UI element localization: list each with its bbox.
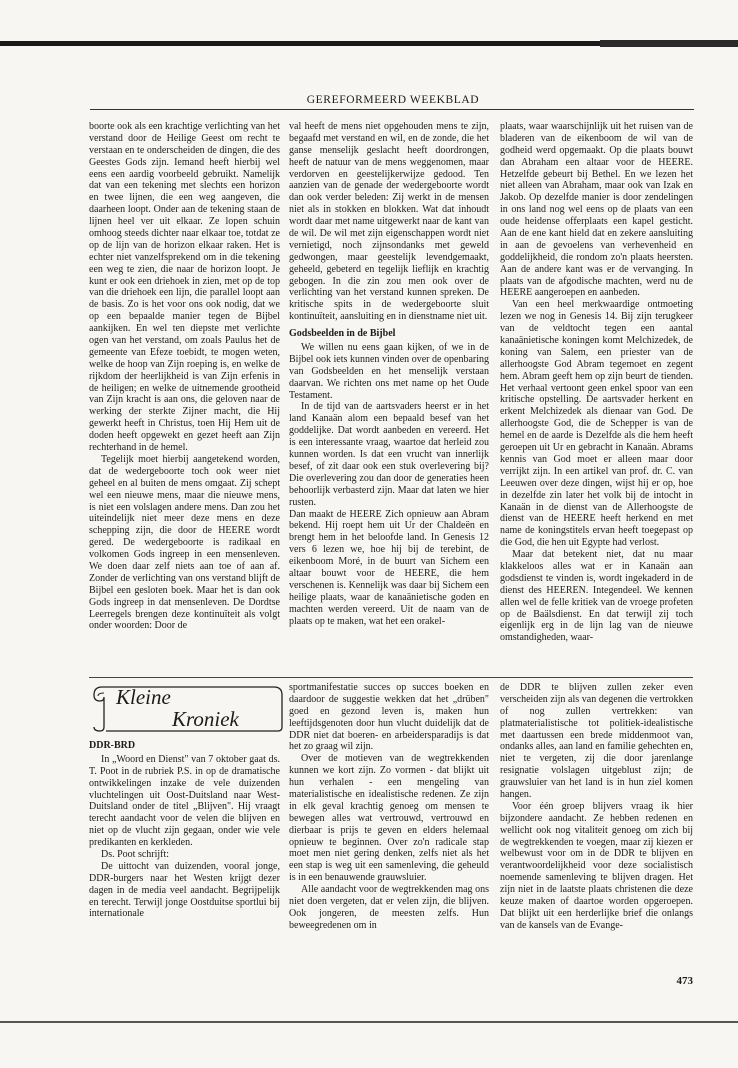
article-column-3	[500, 121, 693, 673]
article-column-1	[89, 121, 280, 673]
banner-title-line-1: Kleine	[116, 685, 171, 709]
kroniek-column-3	[500, 682, 693, 967]
kroniek-column-2	[289, 682, 489, 995]
paragraph: Van een heel merkwaardige ontmoeting lezen we nog in Genesis 14. Bij zijn terugkeer van de veldtocht tegen een aantal kanaänietische koningen komt Melchizedek, de koning van Salem, een priester van de allerhoogste God Abram tegemoet en zegent hem. Abram geeft hem op zijn beurt de tienden. Het verhaal vertoont geen enkel spoor van een kritische opstelling. De aartsvader herkent en erkent Melchizedek als dienaar van God. De allerhoogste God, die de Schepper is van de hemel en de aarde is Dezelfde als die hem heeft geroepen uit Ur en gebracht in Kanaän. Abrams kennis van God moet er alleen maar door verrijkt zijn. In een artikel van prof. dr. C. van Leeuwen over deze dingen, wijst hij er op, hoe in dezelfde zin later het volk bij de intocht in Kanaän in de dienst van de Allerhoogste de dienst van de HEERE heeft herkend en met name de koningstitels ervan heeft toegepast op die God, die hen uit Egypte had verlost.	[500, 299, 693, 549]
paragraph: De uittocht van duizenden, vooral jonge, DDR-burgers naar het Westen krijgt dezer dagen in de media veel aandacht. Begrijpelijk en terecht. Terwijl jonge Oostduitse sportlui bij internationale	[89, 860, 280, 920]
section-heading: DDR-BRD	[89, 740, 136, 751]
page-number: 473	[676, 975, 693, 987]
paragraph: Alle aandacht voor de wegtrekkenden mag ons niet doen vergeten, dat er velen zijn, die blijven. Ook jongeren, de meesten zelfs. Hun beweegredenen om in	[289, 884, 489, 931]
banner-title-line-2: Kroniek	[172, 707, 239, 731]
kroniek-banner	[88, 683, 284, 733]
paragraph: Dan maakt de HEERE Zich opnieuw aan Abram bekend. Hij roept hem uit Ur der Chaldeën en brengt hem in het beloofde land. In Genesis 12 vers 6 lezen we, hoe hij bij de terebint, de eikenboom Moré, in de buurt van Sichem een altaar bouwt voor de HEERE, die hem verschenen is. Kennelijk was daar bij Sichem een heilige plaats, waar de kanaänietische goden en machten werden vereerd. Uit de naam van de plaats op te maken, wat het een orakel-	[289, 508, 489, 627]
paragraph: Ds. Poot schrijft:	[101, 849, 170, 861]
article-column-2	[289, 121, 489, 673]
paragraph: plaats, waar waarschijnlijk uit het ruisen van de bladeren van de eikenboom de wil van de godheid werd opgemaakt. Op die plaats bouwt dan Abraham een altaar voor de HEERE. Hetzelfde gebeurt bij Bethel. En we lezen het niet alleen van Abraham, maar ook van Izak en Jakob. Op dezelfde manier is door zendelingen in ons land nog wel eens op de plaats van een oude heidense offerplaats een kapel gesticht. Aan de ene kant hield dat en zekere aansluiting in aan de gevoelens van verhevenheid en goddelijkheid, die rondom zo'n plaats heersten. Aan de andere kant was er de vervanging. In plaats van de afgodische machten, werd nu de HEERE aangeroepen en aanbeden.	[500, 121, 693, 299]
paragraph: In de tijd van de aartsvaders heerst er in het land Kanaän alom een bepaald besef van het goddelijke. Dat wordt aanbeden en vereerd. Het is een interessante vraag, waartoe dat herleid zou kunnen worden. Is dat een vrucht van innerlijk besef, of zit daar ook een stuk overlevering bij? Die overlevering zou dan door de generaties heen behoorlijk verbasterd zijn. Maar dat laten we hier rusten.	[289, 401, 489, 508]
paragraph: de DDR te blijven zullen zeker even verscheiden zijn als van degenen die vertrokken of nog zullen vertrekken: van platmaterialistische tot politiek-idealistische met daartussen een brede middenmoot van, ondanks alles, aan land en familie gehechten en, niet te vergeten, zij die door jarenlange resignatie volslagen uitgeblust zijn; de grauwsluier van het land is in hun ziel komen hangen.	[500, 682, 693, 801]
paragraph: val heeft de mens niet opgehouden mens te zijn, begaafd met verstand en wil, en de zonde, die het ganse menselijk geslacht heeft doordrongen, heeft de natuur van de mens weggenomen, maar verdorven en geestelijkerwijze gedood. Ten aanzien van de genade der wedergeboorte wordt dan ook verder beleden: Zij werkt in de mensen niet als in stokken en blokken. Wat dat inhoudt wordt daar met name uitgewerkt naar de kant van de wil. De wil met zijn eigenschappen wordt niet vernietigd, noch zijnsondanks met geweld gedwongen, maar geestelijk levendgemaakt, geheeld, gebeterd en tegelijk lieflijk en krachtig gebogen. In die zin zou men ook over de verlichting van het verstand kunnen spreken. De kritische spits in de wedergeboorte sluit kontinuïteit, aansluiting en in dienstname niet uit.	[289, 121, 489, 323]
paragraph: sportmanifestatie succes op succes boeken en daardoor de suggestie wekken dat het „drüben" goed en gezond leven is, maken hun leeftijdsgenoten door hun vlucht duidelijk dat de DDR niet dat boeren- en arbeidersparadijs is dat het zo graag wil zijn.	[289, 682, 489, 753]
paragraph: Tegelijk moet hierbij aangetekend worden, dat de wedergeboorte toch ook weer niet geheel en al buiten de mens omgaat. Zij schept wel een nieuwe mens, maar die nieuwe mens, is niet een volslagen andere mens. Dan zou het uiteindelijk niet meer deze mens en deze schepping zijn, die door de HEERE wordt gered. De wedergeboorte is radikaal en volkomen Gods ingreep in een mensenleven. We doen daar zelf niets aan toe of aan af. Zonder de verlichting van ons verstand blijft de Bijbel een gesloten boek. Maar het is dan ook Gods ingreep in dat mensenleven. De Dordtse Leerregels brengen deze kontinuïteit als volgt onder woorden: Door de	[89, 453, 280, 632]
section-heading: Godsbeelden in de Bijbel	[289, 328, 396, 340]
paragraph: We willen nu eens gaan kijken, of we in de Bijbel ook iets kunnen vinden over de openbaring van Godsbeelden en het menselijk verstaan daarvan. We richten ons met name op het Oude Testament.	[289, 342, 489, 401]
paragraph: In „Woord en Dienst" van 7 oktober gaat ds. T. Poot in de rubriek P.S. in op de dramatische ontwikkelingen inzake de vele duizenden vluchtelingen uit Oost-Duitsland naar West-Duitsland onder de titel „Blijven". Hij vraagt terecht aandacht voor de velen die blijven en niet op de vlucht zijn gegaan, onder wie vele predikanten en kerkleden.	[89, 753, 280, 849]
kroniek-column-1	[89, 735, 280, 995]
paragraph: Maar dat betekent niet, dat nu maar klakkeloos alles wat er in Kanaän aan godsdienst te vinden is, wordt ingekaderd in de dienst des HEEREN. Integendeel. We kennen allen wel de felle kritiek van de vroege profeten op de Baälsdienst. En dat terwijl zij toch eigenlijk erg in de lijn lag van de nieuwe omstandigheden, waar-	[500, 549, 693, 644]
paragraph: Voor één groep blijvers vraag ik hier bijzondere aandacht. Ze hebben redenen en wellicht ook nog vitaliteit genoeg om zich bij de wegtrekkenden te voegen, maar zij kiezen er welbewust voor om in de DDR te blijven en verantwoordelijkheid voor deze socialistisch noemende samenleving te blijven dragen. Het zijn niet in de laatste plaats christenen die deze keuze maken of daartoe worden opgeroepen. Dat blijkt uit een herderlijke brief die onlangs van de kansels van de Evange-	[500, 800, 693, 931]
paragraph: boorte ook als een krachtige verlichting van het verstand door de Heilige Geest om recht te verstaan en te onderscheiden de dingen, die des Geestes Gods zijn. Iemand heeft hierbij wel eens een aardig voorbeeld gebruikt. Namelijk dat van een tekening met slechts een horizon en twee lijnen, die een weg aangeven, die daarheen loopt. Onder aan de tekening staan de lijnen heel ver uit elkaar. Ze lopen schuin omhoog steeds dichter naar elkaar toe, totdat ze op de lijn van de horizon elkaar raken. Het is echter niet vanzelfsprekend om in die tekening een weg te zien, die naar de horizon loopt. Je kunt er ook een driehoek in zien, met op de top van die driehoek een lijn, die parallel loopt aan de basis. Zo is het voor ons ook nodig, dat we op een bepaalde manier tegen de Bijbel aankijken. En wel ten diepste met verlichte ogen van het verstand, om zoals Paulus het de gemeente van Efeze toebidt, te mogen weten, welke de hoop van Zijn roeping is, en welke de rijkdom der heerlijkheid is van Zijn erfenis in de heiligen; en welke de uitnemende grootheid van Zijn kracht is aan ons, die geloven naar de werking der sterkte Zijner macht, die Hij gewerkt heeft in Christus, toen Hij Hem uit de doden heeft opgewekt en gezet heeft aan Zijn rechterhand in de hemel.	[89, 121, 280, 454]
paragraph: Over de motieven van de wegtrekkenden kunnen we kort zijn. Zo vormen - dat blijkt uit hun verhalen - een mengeling van materialistische en idealistische redenen. Ze zijn in elk geval krachtig genoeg om mensen te bewegen alles wat vertrouwd, vertrouwd en dierbaar is prijs te geven en elders helemaal opnieuw te beginnen. Over zo'n radicale stap moet men niet gering denken, zelfs niet als het een stap is weg uit een samenleving, die geheuld is in een benauwende grauwsluier.	[289, 753, 489, 884]
bottom-rule	[0, 1021, 738, 1023]
section-divider	[89, 677, 693, 678]
header-rule	[90, 109, 694, 110]
magazine-title: GEREFORMEERD WEEKBLAD	[306, 94, 480, 106]
top-rule-end	[600, 40, 738, 47]
